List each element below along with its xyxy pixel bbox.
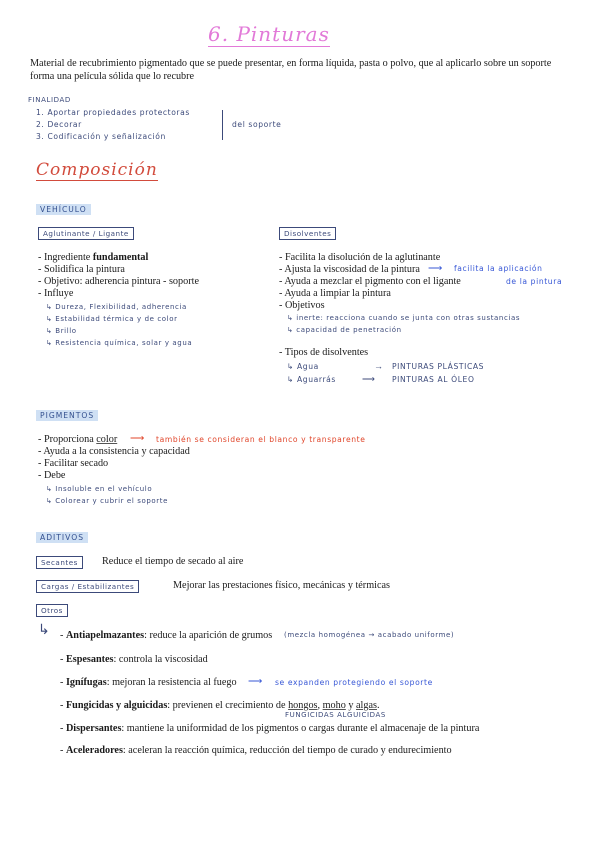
pigmentos-item-4: - Debe [38, 470, 66, 481]
disolventes-item-1: - Facilita la disolución de la aglutinante [279, 252, 441, 263]
otros-item-3-note: se expanden protegiendo el soporte [275, 678, 433, 687]
otros-item-6: - Aceleradores: aceleran la reacción química, reducción del tiempo de curado y endurecimiento [60, 745, 452, 756]
otros-item-1: - Antiapelmazantes: reduce la aparición de grumos [60, 630, 273, 641]
pigmentos-note: también se consideran el blanco y transparente [156, 435, 366, 444]
finalidad-heading: FINALIDAD [28, 96, 71, 104]
composicion-heading: Composición [36, 160, 158, 180]
aglutinante-item-2: - Solidifica la pintura [38, 264, 125, 275]
intro-line-2: forma una película sólida que lo recubre [30, 71, 195, 82]
otros-item-3: - Ignífugas: mejoran la resistencia al fuego [60, 677, 237, 688]
finalidad-item-1: 1. Aportar propiedades protectoras [36, 108, 190, 117]
arrow-right-icon: ⟶ [428, 263, 443, 274]
otros-item-2: - Espesantes: controla la viscosidad [60, 654, 208, 665]
finalidad-item-2: 2. Decorar [36, 120, 82, 129]
disolventes-item-4: - Ayuda a limpiar la pintura [279, 288, 391, 299]
cargas-text: Mejorar las prestaciones físico, mecánicas y térmicas [173, 580, 390, 591]
disolventes-item-2: - Ajusta la viscosidad de la pintura [279, 264, 420, 275]
pigmentos-sub-2: ↳ Colorear y cubrir el soporte [46, 497, 168, 505]
disolventes-objetivo-1: ↳ inerte: reacciona cuando se junta con otras sustancias [287, 314, 521, 322]
otros-item-4-note: FUNGICIDAS ALGUICIDAS [285, 711, 386, 719]
disolventes-note-1: facilita la aplicación [454, 264, 543, 273]
aglutinante-item-4: - Influye [38, 288, 74, 299]
arrow-right-icon: ⟶ [362, 374, 375, 384]
disolventes-note-2: de la pintura [506, 277, 563, 286]
corner-arrow-icon: ↳ [38, 623, 50, 638]
pigmentos-item-1: - Proporciona color [38, 434, 118, 445]
secantes-box: Secantes [36, 556, 83, 569]
finalidad-bracket-label: del soporte [232, 120, 282, 129]
otros-item-1-note: (mezcla homogénea → acabado uniforme) [284, 631, 455, 639]
disolventes-tipo-1-name: ↳ Agua [287, 362, 319, 371]
aglutinante-box: Aglutinante / Ligante [38, 227, 134, 240]
pigmentos-sub-1: ↳ Insoluble en el vehículo [46, 485, 153, 493]
secantes-text: Reduce el tiempo de secado al aire [102, 556, 244, 567]
finalidad-item-3: 3. Codificación y señalización [36, 132, 166, 141]
disolventes-box: Disolventes [279, 227, 336, 240]
pigmentos-item-3: - Facilitar secado [38, 458, 109, 469]
otros-box: Otros [36, 604, 68, 617]
pigmentos-item-2: - Ayuda a la consistencia y capacidad [38, 446, 190, 457]
disolventes-objetivo-2: ↳ capacidad de penetración [287, 326, 402, 334]
disolventes-item-5: - Objetivos [279, 300, 325, 311]
aglutinante-sub-2: ↳ Estabilidad térmica y de color [46, 315, 178, 323]
otros-item-4: - Fungicidas y alguicidas: previenen el crecimiento de hongos, moho y algas. [60, 700, 380, 711]
disolventes-tipos-heading: - Tipos de disolventes [279, 347, 369, 358]
page-title: 6. Pinturas [208, 22, 330, 46]
aglutinante-sub-3: ↳ Brillo [46, 327, 77, 335]
arrow-right-icon: → [374, 361, 383, 371]
vehiculo-heading: VEHÍCULO [36, 204, 91, 215]
disolventes-tipo-2-name: ↳ Aguarrás [287, 375, 336, 384]
arrow-right-icon: ⟶ [248, 676, 263, 687]
finalidad-bracket [222, 110, 223, 140]
arrow-right-icon: ⟶ [130, 433, 145, 444]
intro-line-1: Material de recubrimiento pigmentado que se puede presentar, en forma líquida, pasta o polvo, que al aplicarlo sobre un soporte [30, 58, 552, 69]
aditivos-heading: ADITIVOS [36, 532, 88, 543]
pigmentos-heading: PIGMENTOS [36, 410, 98, 421]
disolventes-tipo-2-result: PINTURAS AL ÓLEO [392, 375, 475, 384]
aglutinante-sub-1: ↳ Dureza, Flexibilidad, adherencia [46, 303, 187, 311]
cargas-box: Cargas / Estabilizantes [36, 580, 139, 593]
otros-item-5: - Dispersantes: mantiene la uniformidad de los pigmentos o cargas durante el almacenaje de la pintura [60, 723, 480, 734]
disolventes-tipo-1-result: PINTURAS PLÁSTICAS [392, 362, 485, 371]
aglutinante-item-3: - Objetivo: adherencia pintura - soporte [38, 276, 199, 287]
aglutinante-item-1: - Ingrediente fundamental [38, 252, 149, 263]
disolventes-item-3: - Ayuda a mezclar el pigmento con el ligante [279, 276, 461, 287]
aglutinante-sub-4: ↳ Resistencia química, solar y agua [46, 339, 193, 347]
